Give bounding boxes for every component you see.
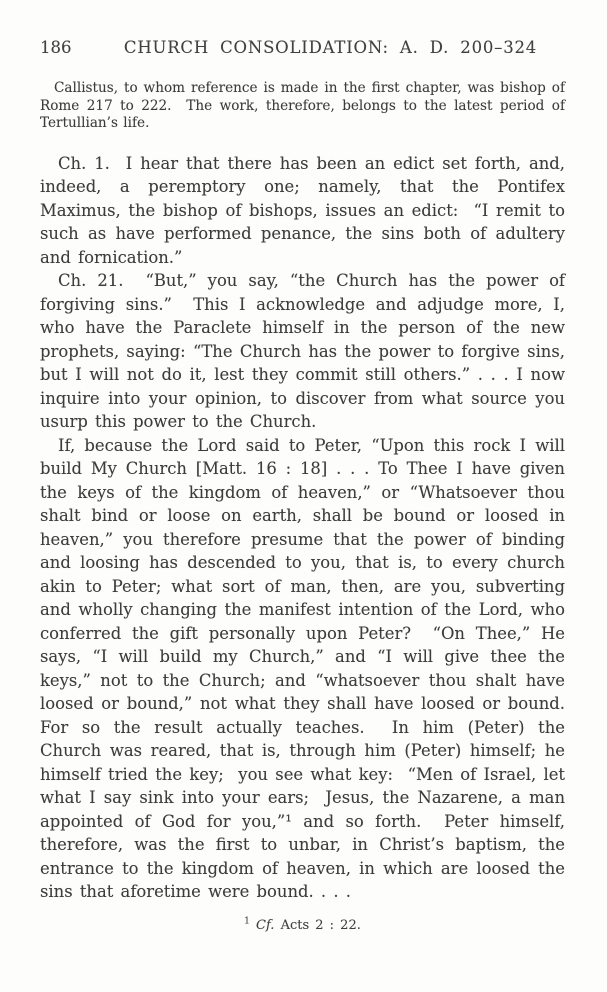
running-header: [40, 38, 565, 58]
introductory-note: Callistus, to whom reference is made in the first chapter, was bishop of Rome 217 to 222. The work, therefore, belongs to the latest period of Tertullian’s life.: [40, 80, 571, 132]
page-number: 186: [40, 38, 72, 57]
running-title: CHURCH CONSOLIDATION: A. D. 200–324: [123, 38, 538, 57]
paragraph-ch-1: Ch. 1. I hear that there has been an edict set forth, and, indeed, a peremptory one; namely, that the Pontifex Maximus, the bishop of bishops, issues an edict: “I remit to such as have performed penance, the sins both of adultery and fornication.”: [40, 153, 573, 267]
footnote-reference: Acts 2 : 22.: [274, 917, 361, 933]
paragraph-if-because: If, because the Lord said to Peter, “Upon this rock I will build My Church [Matt. 16 : 18] . . . To Thee I have given the keys of the kingdom of heaven,” or “Whatsoever thou shalt bind or loose on earth, shall be bound or loosed in heaven,” you therefore presume that the power of binding and loosing has descended to you, that is, to every church akin to Peter; what sort of man, then, are you, subverting and wholly changing the manifest intention of the Lord, who conferred the gift personally upon Peter? “On Thee,” He says, “I will build my Church,” and “I will give thee the keys,” not to the Church; and “whatsoever thou shalt have loosed or bound,” not what they shall have loosed or bound. For so the result actually teaches. In him (Peter) the Church was reared, that is, through him (Peter) himself; he himself tried the key; you see what key: “Men of Israel, let what I say sink into your ears; Jesus, the Nazarene, a man appointed of God for you,”¹ and so forth. Peter himself, therefore, was the first to unbar, in Christ’s baptism, the entrance to the kingdom of heaven, in which are loosed the sins that aforetime were bound. . . .: [40, 435, 580, 902]
paragraph-ch-21: Ch. 21. “But,” you say, “the Church has the power of forgiving sins.” This I acknowledge and adjudge more, I, who have the Paraclete himself in the person of the new prophets, saying: “The Church has the power to forgive sins, but I will not do it, lest they commit still others.” . . . I now inquire into your opinion, to discover from what source you usurp this power to the Church.: [40, 271, 573, 432]
footnote: [40, 918, 565, 934]
footnote-source: Cf.: [256, 917, 275, 933]
footnote-marker: 1: [244, 916, 250, 927]
